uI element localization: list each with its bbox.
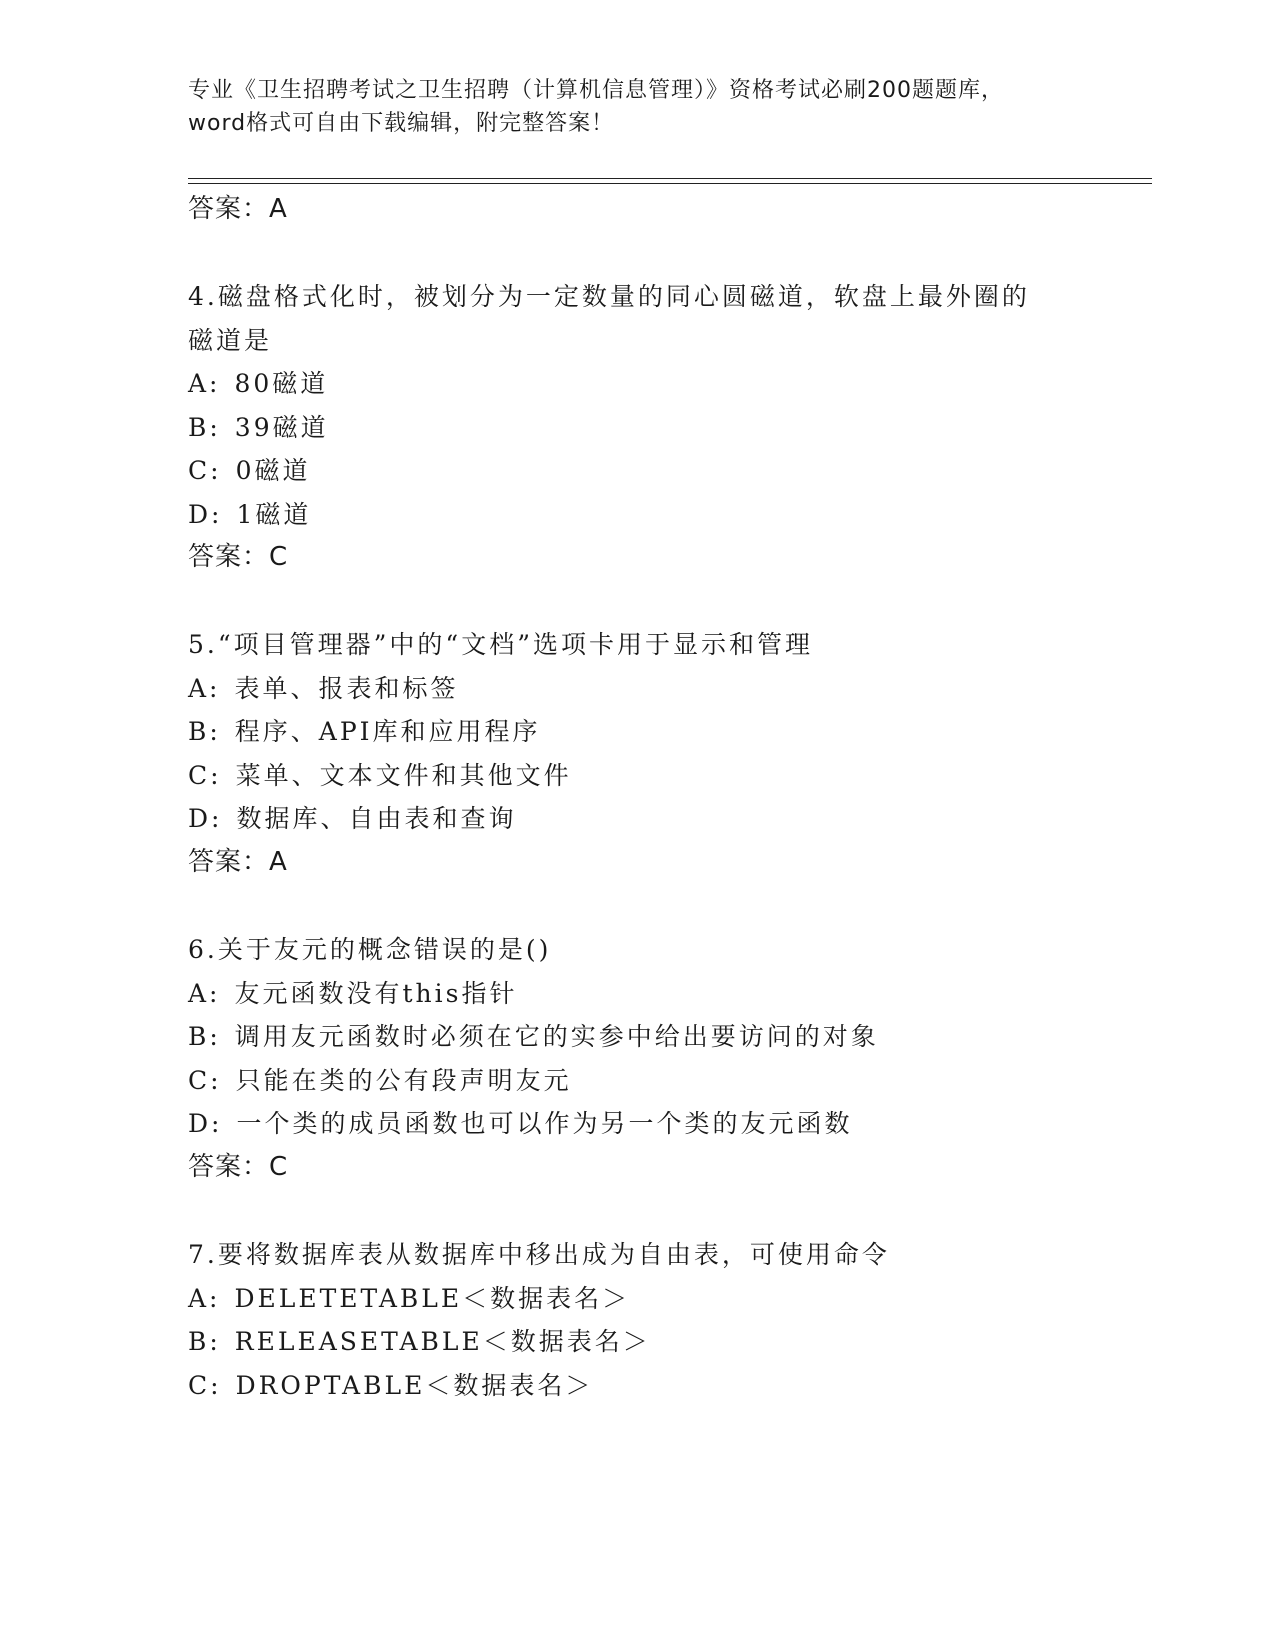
option-text: 表单、报表和标签 bbox=[234, 674, 459, 703]
option-letter: A: bbox=[188, 1284, 221, 1313]
question-4-option-b bbox=[188, 412, 329, 444]
option-letter: C: bbox=[188, 456, 222, 485]
question-6-option-d bbox=[188, 1108, 852, 1140]
question-6-option-a bbox=[188, 978, 517, 1010]
question-5-option-b bbox=[188, 716, 541, 748]
option-letter: B: bbox=[188, 1022, 221, 1051]
question-5-option-a bbox=[188, 673, 459, 705]
option-text: 数据库、自由表和查询 bbox=[236, 804, 517, 833]
question-4-stem-line-1: 4.磁盘格式化时，被划分为一定数量的同心圆磁道，软盘上最外圈的 bbox=[188, 282, 1030, 311]
option-letter: A: bbox=[188, 979, 221, 1008]
question-6-option-b bbox=[188, 1021, 879, 1053]
option-letter: D: bbox=[188, 804, 223, 833]
option-text: 一个类的成员函数也可以作为另一个类的友元函数 bbox=[236, 1109, 853, 1138]
answer-q4: 答案：C bbox=[188, 542, 289, 572]
question-4-stem-line-2: 磁道是 bbox=[188, 326, 273, 355]
option-letter: C: bbox=[188, 1371, 222, 1400]
question-7-option-c bbox=[188, 1370, 593, 1402]
option-letter: B: bbox=[188, 413, 221, 442]
document-header bbox=[188, 74, 1088, 140]
question-4-option-d bbox=[188, 499, 311, 531]
option-text: DELETETABLE＜数据表名＞ bbox=[234, 1284, 631, 1313]
header-line-2: word格式可自由下载编辑，附完整答案！ bbox=[188, 111, 615, 136]
option-text: 只能在类的公有段声明友元 bbox=[235, 1066, 572, 1095]
option-text: 1磁道 bbox=[236, 500, 312, 529]
option-letter: C: bbox=[188, 1066, 222, 1095]
option-letter: A: bbox=[188, 369, 221, 398]
option-text: 0磁道 bbox=[235, 456, 311, 485]
question-5-option-c bbox=[188, 760, 572, 792]
question-7-option-a bbox=[188, 1283, 630, 1315]
question-4-option-a bbox=[188, 368, 328, 400]
answer-q5: 答案：A bbox=[188, 847, 288, 877]
option-letter: A: bbox=[188, 674, 221, 703]
header-line-1: 专业《卫生招聘考试之卫生招聘（计算机信息管理）》资格考试必刷200题题库， bbox=[188, 78, 1004, 103]
question-5-option-d bbox=[188, 803, 516, 835]
header-rule-top bbox=[188, 178, 1152, 179]
answer-q3: 答案：A bbox=[188, 194, 288, 224]
option-text: 友元函数没有this指针 bbox=[234, 979, 518, 1008]
option-letter: B: bbox=[188, 717, 221, 746]
header-rule-bottom bbox=[188, 183, 1152, 184]
option-text: RELEASETABLE＜数据表名＞ bbox=[234, 1327, 651, 1356]
option-text: 程序、API库和应用程序 bbox=[234, 717, 541, 746]
option-text: 菜单、文本文件和其他文件 bbox=[235, 761, 572, 790]
answer-q6: 答案：C bbox=[188, 1152, 289, 1182]
option-text: 调用友元函数时必须在它的实参中给出要访问的对象 bbox=[234, 1022, 879, 1051]
option-letter: D: bbox=[188, 500, 223, 529]
question-7-option-b bbox=[188, 1326, 651, 1358]
option-letter: D: bbox=[188, 1109, 223, 1138]
option-letter: B: bbox=[188, 1327, 221, 1356]
option-text: 80磁道 bbox=[234, 369, 329, 398]
option-text: 39磁道 bbox=[234, 413, 329, 442]
question-7-stem: 7.要将数据库表从数据库中移出成为自由表，可使用命令 bbox=[188, 1240, 890, 1269]
question-6-stem: 6.关于友元的概念错误的是() bbox=[188, 935, 552, 964]
option-letter: C: bbox=[188, 761, 222, 790]
question-6-option-c bbox=[188, 1065, 572, 1097]
question-4-option-c bbox=[188, 455, 310, 487]
question-5-stem: 5.“项目管理器”中的“文档”选项卡用于显示和管理 bbox=[188, 630, 813, 659]
option-text: DROPTABLE＜数据表名＞ bbox=[235, 1371, 594, 1400]
